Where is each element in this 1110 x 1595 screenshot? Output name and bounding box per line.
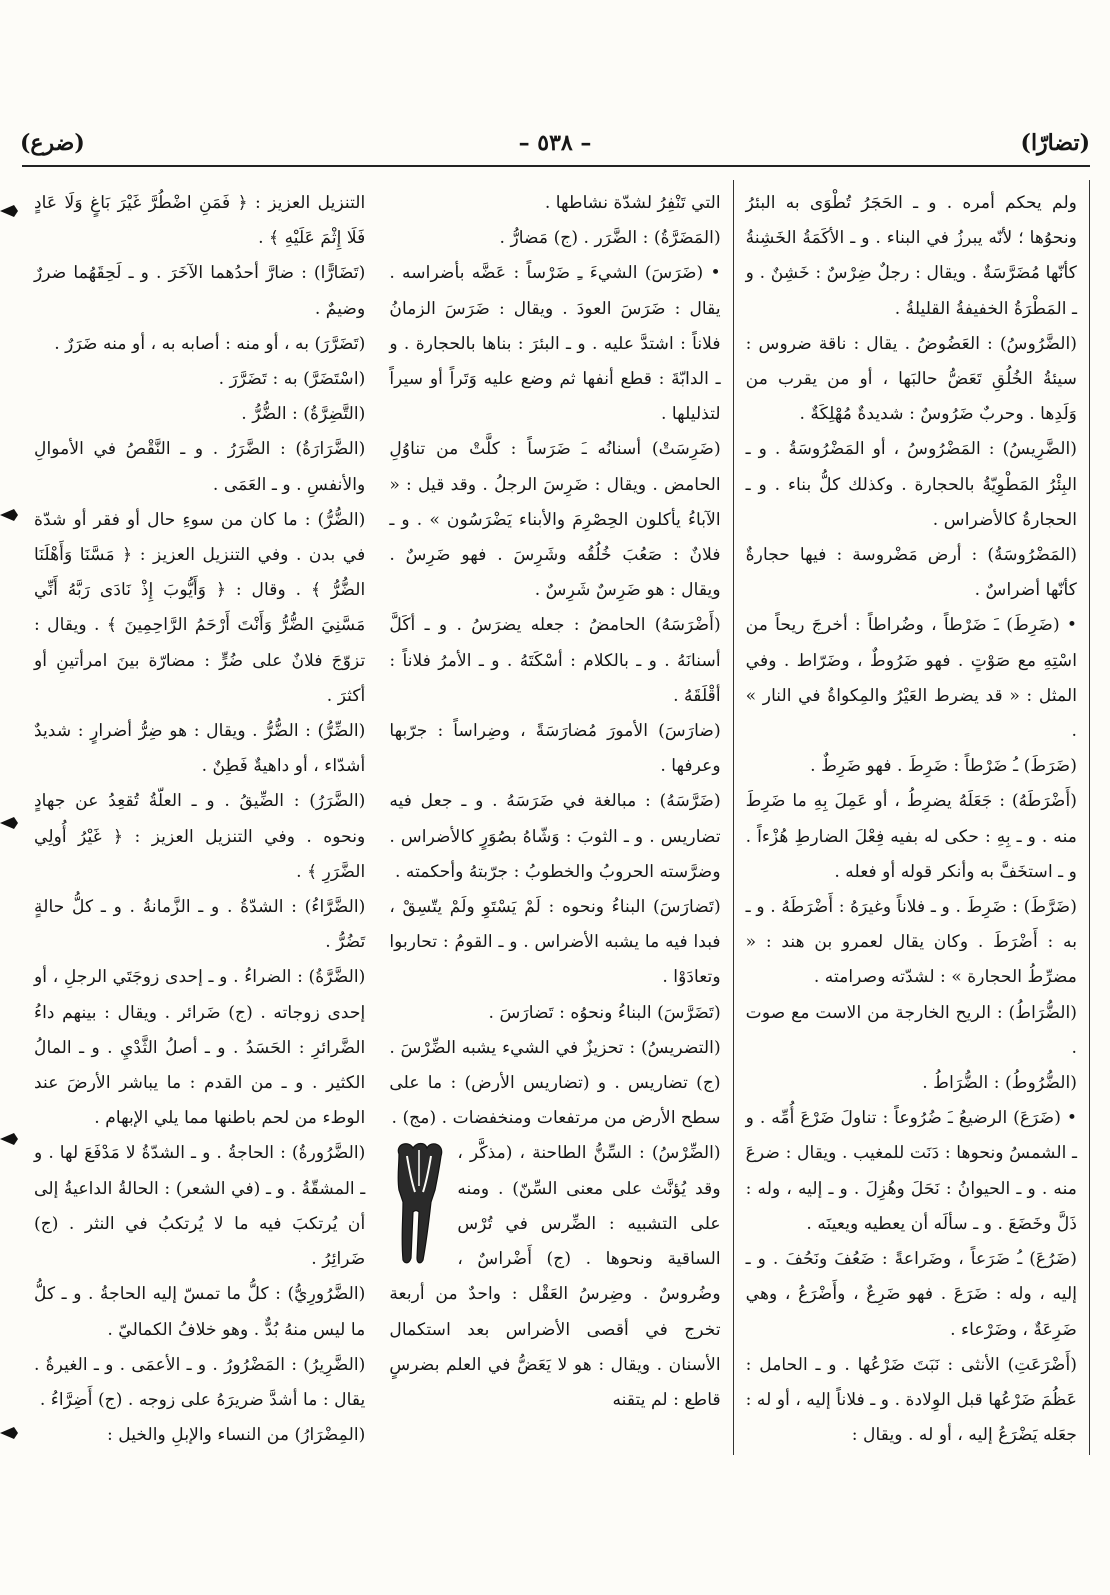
entry-line: (الضَّرَرُ) : الضِّيقُ . و ـ العلّةُ تُقعِدُ عن جهادٍ ونحوه . وفي التنزيل العزيز : ﴿ غَيْرُ أُولِي الضَّرَرِ ﴾ . <box>34 791 366 882</box>
margin-marker-icon <box>0 1132 18 1146</box>
entry-line: (الضَّرُورةُ) : الحاجةُ . و ـ الشدّةُ لا مَدْفَعَ لها . و ـ المشقّةُ . و ـ (في الشعر) : الحالةُ الداعيةُ إلى أن يُرتكبَ فيه ما لا يُرتكبُ في النثر . (ج) ضَرائِرُ . <box>34 1143 366 1270</box>
entry-line: (ضَرَّسَهُ) : مبالغة في ضَرَسَهُ . و ـ جعل فيه تضاريس . و ـ الثوبَ : وَشّاهُ بصُوَرٍ كالأضراس . وضرَّسته الحروبُ والخطوبُ : جرّبتهُ وأحكمته . <box>389 791 721 882</box>
entry-line: (الضِّرْسُ) : السِّنُّ الطاحنة ، (مذكَّر ، وقد يُؤنَّث على معنى السِّنّ) . ومنه على التشبيه : الضِّرس في تُرْس الساقية ونحوها . (ج) أَضْراسٌ ، وضُروسٌ . وضِرسُ العَقْل : واحدٌ من أربعة تخرج في أقصى الأضراس بعد استكمال الأسنان . ويقال : هو لا يَعَضُّ في العلم بضرسٍ قاطع : لم يتقنه <box>389 1143 721 1410</box>
entry-line: (ضَرِسَتْ) أسنانُه ـَ ضَرَساً : كلَّتْ من تناوُلِ الحامض . ويقال : ضَرِسَ الرجلُ . وقد قيل : « الآباءُ يأكلون الحِصْرِمَ والأبناء يَضْرَسُون » . و ـ فلانٌ : صَعُبَ خُلُقُه وشَرِسَ . فهو ضَرِسٌ . ويقال : هو ضَرِسٌ شَرِسٌ . <box>389 439 721 601</box>
header-rule <box>22 165 1090 167</box>
entry-line: • (ضَرَسَ) الشيءَ ـِ ضَرْساً : عَضَّه بأضراسه . يقال : ضَرَسَ العودَ . ويقال : ضَرَسَ الزمانُ فلاناً : اشتدَّ عليه . و ـ البئرَ : بناها بالحجارة . و ـ الدابّةَ : قطع أنفها ثم وضع عليه وَتَراً أو سيراً لتذليلها . <box>389 263 721 425</box>
entry-line: (ضَرَطَ) ـُ ضَرْطاً : ضَرِطَ . فهو ضَرِطٌ . <box>810 756 1077 777</box>
entry-line: (تَضارَسَ) البناءُ ونحوه : لَمْ يَسْتَوِ ولَمْ يتّسِقْ ، فبدا فيه ما يشبه الأضراس . و ـ القومُ : تحاربوا وتعادَوْا . <box>389 897 721 988</box>
entry-line: (تَضَرَّرَ) به ، أو منه : أصابه به ، أو منه ضَرَرٌ . <box>54 333 366 354</box>
entry-line: (اسْتَضَرَّ) به : تَضَرَّرَ . <box>218 369 366 390</box>
entry-line: (أَضْرَطَهُ) : جَعَلَهُ يضرِطُ ، أو عَمِلَ بِهِ ما ضَرِطَ منه . و ـ بِهِ : حكى له بفيه فِعْلَ الضارطِ هُزْءاً . و ـ استخَفَّ به وأنكر قوله أو فعله . <box>745 791 1077 882</box>
molar-tooth-illustration <box>391 1140 449 1268</box>
page-header <box>20 126 1090 166</box>
entry-line: (التَّضِرَّةُ) : الضُّرُّ . <box>241 404 366 425</box>
entry-line: ولم يحكم أمره . و ـ الحَجَرُ تُطْوَى به البئرُ ونحوُها ؛ لأنّه يبرزُ في البناء . و ـ الأكَمَةُ الخَشِنةُ كأنّها مُضَرَّسَةٌ . ويقال : رجلٌ ضِرْسٌ : خَشِنٌ . و ـ المَطْرَةُ الخفيفةُ القليلةُ . <box>745 193 1077 319</box>
entry-line: (الضَّرِيسُ) : المَضْرُوسُ ، أو المَضْرُوسَةُ . و ـ البِئْرُ المَطْوِيّةُ بالحجارة . وكذلك كلُّ بناء . و ـ الحجارةُ كالأضراس . <box>745 439 1077 530</box>
margin-marker-icon <box>0 816 18 830</box>
entry-line: (المَضَرَّةُ) : الضَّرَر . (ج) مَضارُّ . <box>499 228 721 249</box>
entry-line: (الضَّرُورِيُّ) : كلُّ ما تمسّ إليه الحاجةُ . و ـ كلُّ ما ليس منهُ بُدٌّ . وهو خلافُ الكماليّ . <box>34 1284 366 1340</box>
entry-line: (الضَّرُوسُ) : العَضُوضُ . يقال : ناقة ضروس : سيئةُ الخُلُقِ تَعَضُّ حالبَها ، أو من يقرب من وَلَدِها . وحربٌ ضَرُوسٌ : شديدةٌ مُهْلِكَةٌ . <box>745 333 1077 425</box>
entry-line: (أَضْرَعَتِ) الأنثى : نَبَتَ ضَرْعُها . و ـ الحامل : عَظُمَ ضَرْعُها قبل الوِلادة . و ـ فلاناً إليه ، أو له : جعَله يَضْرَعُ إليه ، أو له . ويقال : <box>745 1354 1077 1446</box>
entry-line: (ضَرَّطَ) : ضَرِطَ . و ـ فلاناً وغيرَهُ : أَضْرَطَهُ . و ـ به : أَضْرَطَ . وكان يقال لعمرو بن هند : « مضرِّطُ الحجارة » : لشدّته وصرامته . <box>745 897 1077 988</box>
entry-line: (الضَّرِيرُ) : المَضْرُورُ . و ـ الأعمَى . و ـ الغيرةُ . يقال : ما أشدَّ ضريرَهُ على زوجه . (ج) أَضِرَّاءُ . <box>34 1354 366 1410</box>
entry-line: • (ضَرِطَ) ـَ ضَرْطاً ، وضُراطاً : أخرجَ ريحاً من اسْتِهِ مع صَوْتٍ . فهو ضَرُوطٌ ، وضَرّاط . وفي المثل : « قد يضرط العَيْرُ والمِكواةُ في النار » . <box>745 615 1077 742</box>
entry-columns <box>22 180 1090 1455</box>
entry-line: (الضُّرُّ) : ما كان من سوءِ حال أو فقر أو شدّة في بدن . وفي التنزيل العزيز : ﴿ مَسَّنَا وَأَهْلَنَا الضُّرُّ ﴾ . وقال : ﴿ وَأَيُّوبَ إِذْ نَادَى رَبَّهُ أَنِّي مَسَّنِيَ الضُّرُّ وَأَنْتَ أَرْحَمُ الرَّاحِمِينَ ﴾ . ويقال : تزوّجَ فلانٌ على ضُرٍّ : مضارّة بينَ امرأتينِ أو أكثرَ . <box>34 509 366 706</box>
entry-line: (الضُّرُوطُ) : الضُّرَاطُ . <box>922 1073 1077 1094</box>
guide-word-left: (ضرع) <box>20 130 85 156</box>
entry-line: (الضُّرَاطُ) : الريح الخارجة من الاست مع صوت . <box>745 1002 1077 1058</box>
entry-line: (المِضْرَارُ) من النساء والإبلِ والخيل : <box>106 1425 366 1446</box>
tooth-icon <box>391 1140 449 1268</box>
entry-line: (الضِّرُّ) : الضُّرُّ . ويقال : هو ضِرُّ أضرارٍ : شديدٌ أشدّاء ، أو داهيةٌ فَطِنٌ . <box>34 721 366 777</box>
column-left <box>734 180 1090 1455</box>
column-right <box>22 180 377 1455</box>
entry-line: (ضَرُعَ) ـُ ضَرَعاً ، وضَراعةً : ضَعُفَ ونَحُفَ . و ـ إليه ، وله : ضَرَعَ . فهو ضَرِعٌ ، وأَضْرَعُ ، وهي ضَرِعَةٌ ، وضَرْعاء . <box>745 1249 1077 1340</box>
entry-line: • (ضَرَعَ) الرضيعُ ـَ ضُرُوعاً : تناولَ ضَرْعَ أُمِّه . و ـ الشمسُ ونحوها : دَنَت للمغيب . ويقال : ضرعَ منه . و ـ الحيوانُ : نَحَلَ وهُزِلَ . و ـ إليه ، وله : ذَلَّ وخَضَعَ . و ـ سألَه أن يعطيه ويعينَه . <box>745 1108 1077 1234</box>
entry-line: التي تَنْفِرُ لشدّة نشاطها . <box>544 193 721 213</box>
guide-word-right: (تضارّا) <box>1020 130 1090 156</box>
entry-line: (ضارَسَ) الأمورَ مُضارَسَةً ، وضِراساً : جرّبها وعرفها . <box>389 721 721 777</box>
entry-line: (التضريسُ) : تحزيزٌ في الشيء يشبه الضِّرْسَ . (ج) تضاريس . و (تضاريس الأرض) : ما على سطح الأرض من مرتفعات ومنخفضات . (مج) . <box>389 1037 721 1129</box>
entry-line: (الضَّرَّاءُ) : الشدّةُ . و ـ الزَّمانةُ . و ـ كلُّ حالةٍ تَضُرُّ . <box>34 897 366 953</box>
margin-marker-icon <box>0 204 18 218</box>
entry-line: (المَضْرُوسَةُ) : أرض مَضْروسة : فيها حجارةٌ كأنّها أضراسٌ . <box>745 545 1077 601</box>
margin-marker-icon <box>0 508 18 522</box>
entry-line: (تَضَرَّسَ) البناءُ ونحوُه : تَضارَسَ . <box>488 1002 721 1023</box>
page-number: – ٥٣٨ – <box>518 130 592 156</box>
column-middle <box>377 180 733 1455</box>
entry-line: (تَضَارًّا) : ضارَّ أحدُهما الآخَرَ . و ـ لَحِقَهُما ضررٌ وضيمٌ . <box>34 263 366 319</box>
entry-line: التنزيل العزيز : ﴿ فَمَنِ اضْطُرَّ غَيْرَ بَاغٍ وَلَا عَادٍ فَلَا إِثْمَ عَلَيْهِ ﴾ . <box>34 193 366 249</box>
entry-line: (الضَّرَّةُ) : الضراءُ . و ـ إحدى زوجَتَي الرجلِ ، أو إحدى زوجاته . (ج) ضَرائر . ويقال : بينهم داءُ الضَّرائرِ : الحَسَدُ . و ـ أصلُ الثَّدْيِ . و ـ المالُ الكثير . و ـ من القدم : ما يباشر الأرضَ عند الوطء من لحم باطنها مما يلي الإبهام . <box>34 967 366 1129</box>
margin-marker-icon <box>0 1426 18 1440</box>
entry-line: (أَضْرَسَهُ) الحامضُ : جعله يضرَسُ . و ـ أكَلَّ أسنانَهُ . و ـ بالكلام : أسْكَتَهُ . و ـ الأمرُ فلاناً : أقْلَقَهُ . <box>389 615 721 706</box>
entry-line: (الضَّرَارَةُ) : الضَّرَرُ . و ـ النَّقْصُ في الأموالِ والأنفسِ . و ـ العَمَى . <box>34 439 366 495</box>
